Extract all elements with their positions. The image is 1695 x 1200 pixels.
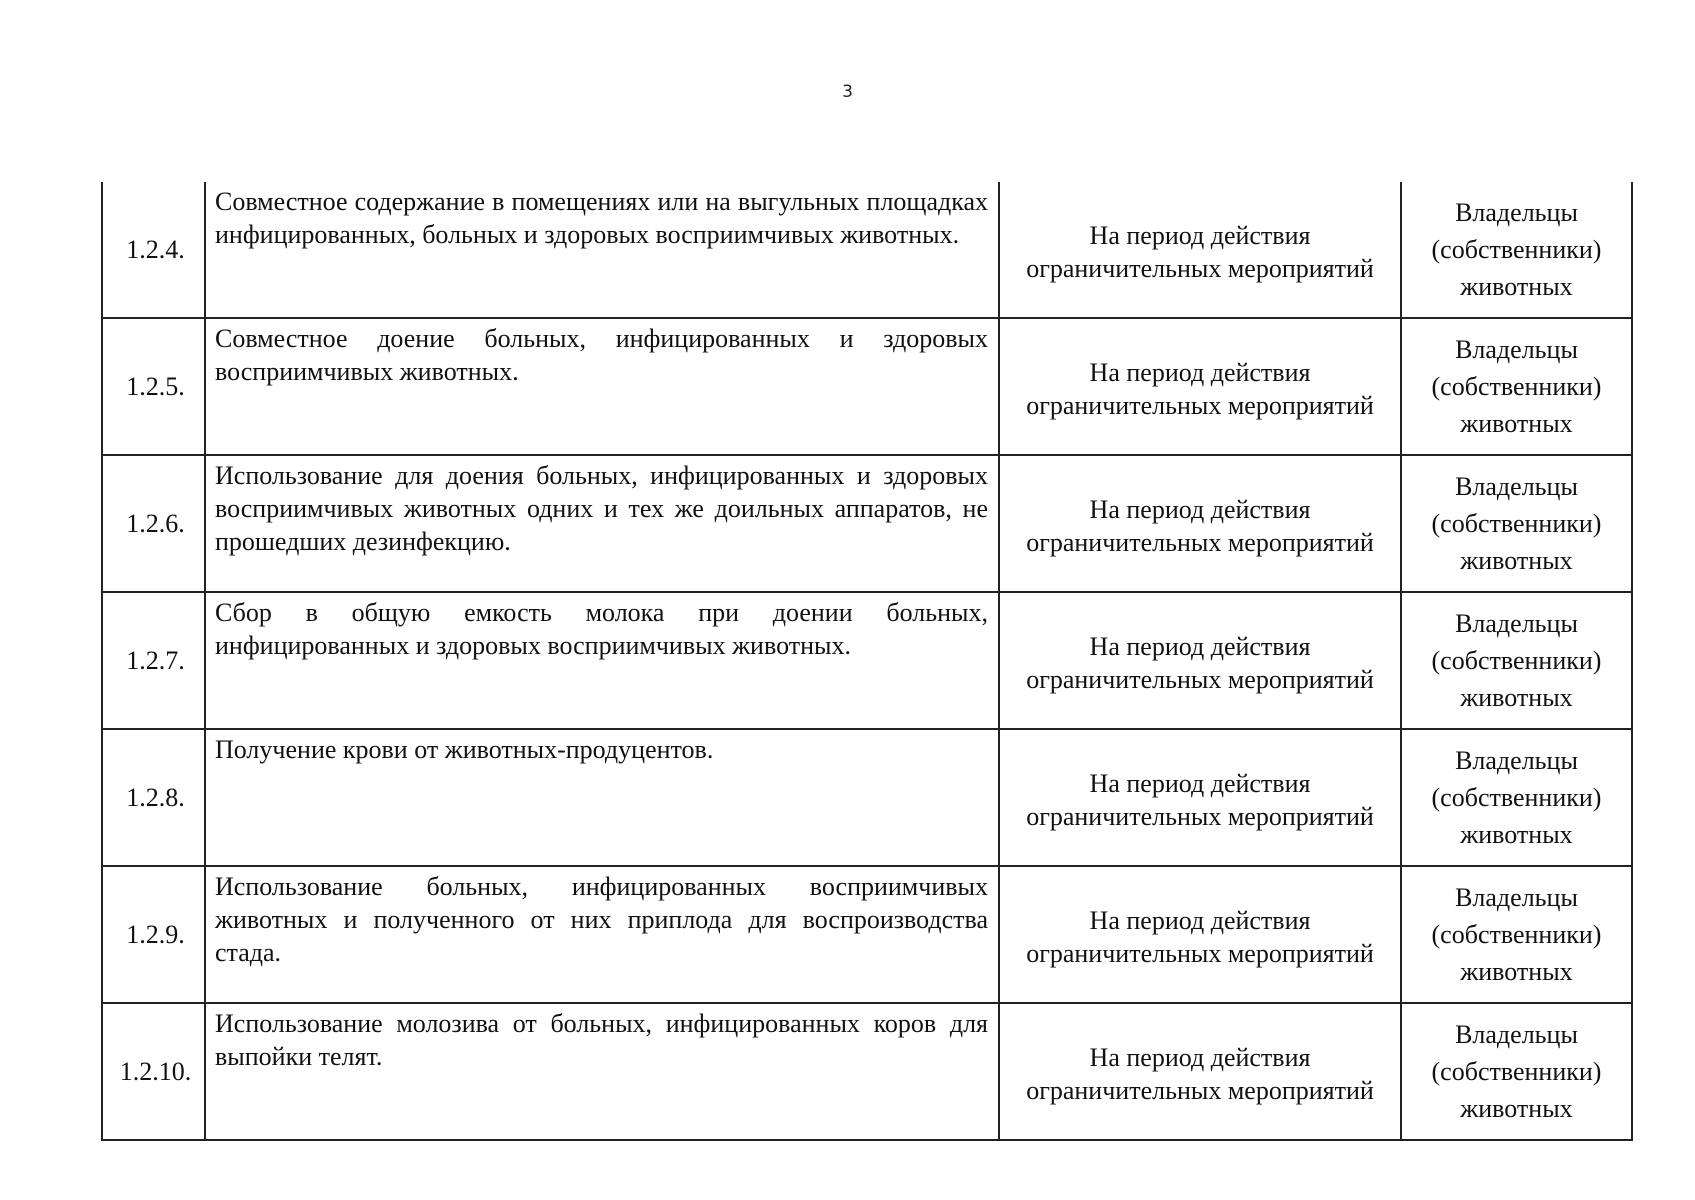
row-period: [999, 866, 1401, 1003]
table-row: [102, 182, 1632, 318]
row-description: [205, 1003, 999, 1140]
row-period-text: На период действия ограничительных мероприятий: [1026, 1042, 1374, 1105]
row-period-text: На период действия ограничительных мероприятий: [1026, 357, 1374, 420]
row-responsible-text: Владельцы (собственники) животных: [1431, 746, 1602, 849]
row-period: [999, 182, 1401, 318]
page-number: 3: [842, 82, 853, 102]
row-responsible: [1401, 592, 1632, 729]
row-number: 1.2.7.: [102, 592, 205, 729]
row-description-text: Использование молозива от больных, инфицированных коров для выпойки телят.: [215, 1009, 988, 1071]
row-period: [999, 318, 1401, 455]
row-period-text: На период действия ограничительных мероприятий: [1026, 220, 1374, 283]
row-number: 1.2.8.: [102, 729, 205, 866]
row-responsible: [1401, 1003, 1632, 1140]
row-responsible: [1401, 318, 1632, 455]
row-number: 1.2.6.: [102, 455, 205, 592]
row-description-text: Сбор в общую емкость молока при доении больных, инфицированных и здоровых восприимчивых животных.: [215, 598, 988, 660]
table-row: [102, 318, 1632, 455]
row-period: [999, 1003, 1401, 1140]
row-description: [205, 455, 999, 592]
row-responsible-text: Владельцы (собственники) животных: [1431, 609, 1602, 712]
row-period-text: На период действия ограничительных мероприятий: [1026, 768, 1374, 831]
row-responsible: [1401, 182, 1632, 318]
row-description: [205, 182, 999, 318]
table-row: [102, 729, 1632, 866]
row-period-text: На период действия ограничительных мероприятий: [1026, 631, 1374, 694]
measures-table: [101, 182, 1633, 1141]
table-row: [102, 1003, 1632, 1140]
row-period: [999, 455, 1401, 592]
row-responsible-text: Владельцы (собственники) животных: [1431, 198, 1602, 301]
row-description: [205, 866, 999, 1003]
row-period: [999, 729, 1401, 866]
row-period-text: На период действия ограничительных мероприятий: [1026, 494, 1374, 557]
row-responsible: [1401, 866, 1632, 1003]
row-number: 1.2.4.: [102, 182, 205, 318]
row-responsible-text: Владельцы (собственники) животных: [1431, 1020, 1602, 1123]
row-description-text: Получение крови от животных-продуцентов.: [215, 735, 714, 764]
row-description: [205, 318, 999, 455]
row-responsible-text: Владельцы (собственники) животных: [1431, 472, 1602, 575]
table-row: [102, 455, 1632, 592]
measures-table-body: [102, 182, 1632, 1140]
table-row: [102, 866, 1632, 1003]
row-responsible-text: Владельцы (собственники) животных: [1431, 335, 1602, 438]
row-period-text: На период действия ограничительных мероприятий: [1026, 905, 1374, 968]
row-number: 1.2.10.: [102, 1003, 205, 1140]
row-responsible-text: Владельцы (собственники) животных: [1431, 883, 1602, 986]
row-number: 1.2.9.: [102, 866, 205, 1003]
row-period: [999, 592, 1401, 729]
row-description: [205, 592, 999, 729]
row-description-text: Использование больных, инфицированных восприимчивых животных и полученного от них приплода для воспроизводства стада.: [215, 872, 988, 967]
table-row: [102, 592, 1632, 729]
row-description-text: Совместное доение больных, инфицированных и здоровых восприимчивых животных.: [215, 324, 988, 386]
row-description-text: Совместное содержание в помещениях или на выгульных площадках инфицированных, больных и здоровых восприимчивых животных.: [215, 187, 988, 249]
row-description-text: Использование для доения больных, инфицированных и здоровых восприимчивых животных одних и тех же доильных аппаратов, не прошедших дезинфекцию.: [215, 461, 988, 556]
row-responsible: [1401, 729, 1632, 866]
row-number: 1.2.5.: [102, 318, 205, 455]
row-responsible: [1401, 455, 1632, 592]
row-description: [205, 729, 999, 866]
